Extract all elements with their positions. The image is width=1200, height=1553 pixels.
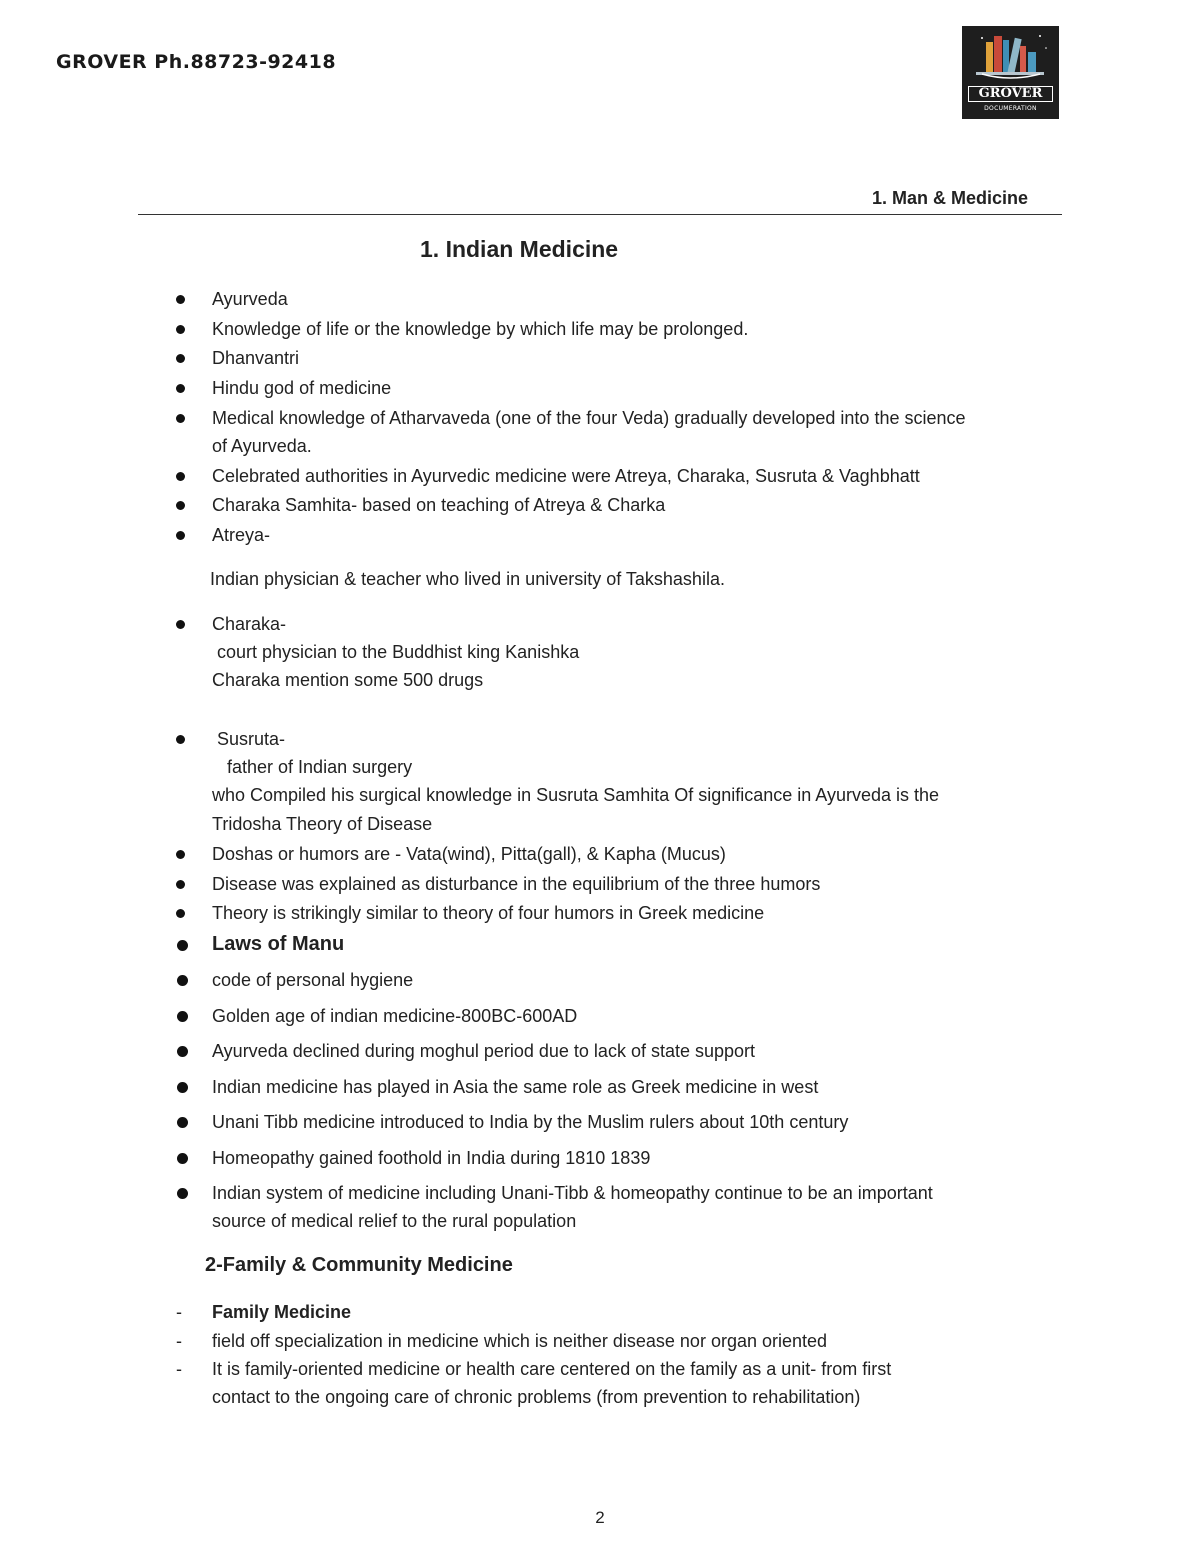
list-item-continuation: Charaka mention some 500 drugs <box>212 670 484 690</box>
list-item: Celebrated authorities in Ayurvedic medicine were Atreya, Charaka, Susruta & Vaghbhatt <box>212 466 920 486</box>
list-item-continuation: father of Indian surgery <box>212 757 413 777</box>
list-item: Charaka Samhita- based on teaching of Atreya & Charka <box>212 495 666 515</box>
list-item: Hindu god of medicine <box>212 378 392 398</box>
header-brand: GROVER Ph.88723-92418 <box>56 51 337 73</box>
bullet-icon <box>176 384 185 393</box>
list-item: It is family-oriented medicine or health care centered on the family as a unit- from first <box>212 1359 892 1379</box>
bullet-icon <box>176 909 185 918</box>
books-icon <box>962 26 1059 86</box>
section-heading: 2-Family & Community Medicine <box>205 1254 513 1276</box>
list-item: Susruta- <box>212 729 286 749</box>
list-item: Ayurveda declined during moghul period due to lack of state support <box>212 1041 756 1061</box>
list-item: Unani Tibb medicine introduced to India by the Muslim rulers about 10th century <box>212 1112 849 1132</box>
list-item: Dhanvantri <box>212 348 300 368</box>
grover-logo <box>962 26 1059 119</box>
bullet-icon <box>177 940 188 951</box>
list-item: Ayurveda <box>212 289 288 309</box>
list-item: Doshas or humors are - Vata(wind), Pitta(gall), & Kapha (Mucus) <box>212 844 726 864</box>
bullet-icon <box>176 472 185 481</box>
list-item-continuation: court physician to the Buddhist king Kanishka <box>212 642 580 662</box>
dash-marker: - <box>176 1302 182 1322</box>
list-item-continuation: who Compiled his surgical knowledge in Susruta Samhita Of significance in Ayurveda is the <box>212 785 940 805</box>
logo-subtitle: DOCUMERATION <box>984 105 1037 112</box>
list-item: Family Medicine <box>212 1302 352 1322</box>
bullet-icon <box>177 1082 188 1093</box>
bullet-icon <box>176 531 185 540</box>
dash-marker: - <box>176 1331 182 1351</box>
list-item-continuation: source of medical relief to the rural population <box>212 1211 577 1231</box>
list-item: Indian system of medicine including Unani-Tibb & homeopathy continue to be an important <box>212 1183 933 1203</box>
list-item: Homeopathy gained foothold in India during 1810 1839 <box>212 1148 651 1168</box>
list-item-continuation: of Ayurveda. <box>212 436 312 456</box>
list-item: Medical knowledge of Atharvaveda (one of the four Veda) gradually developed into the science <box>212 408 966 428</box>
dash-marker: - <box>176 1359 182 1379</box>
bullet-icon <box>177 1046 188 1057</box>
bullet-icon <box>176 295 185 304</box>
list-item: Disease was explained as disturbance in the equilibrium of the three humors <box>212 874 821 894</box>
bullet-icon <box>176 414 185 423</box>
list-item: Charaka- <box>212 614 287 634</box>
bullet-icon <box>176 880 185 889</box>
list-item-continuation: contact to the ongoing care of chronic problems (from prevention to rehabilitation) <box>212 1387 861 1407</box>
list-item: code of personal hygiene <box>212 970 414 990</box>
bullet-icon <box>177 1153 188 1164</box>
header-rule <box>138 214 1062 215</box>
bullet-icon <box>177 975 188 986</box>
page-title: 1. Indian Medicine <box>420 236 619 262</box>
laws-of-manu-heading: Laws of Manu <box>212 933 345 955</box>
list-item-continuation: Tridosha Theory of Disease <box>212 814 433 834</box>
list-item: Golden age of indian medicine-800BC-600AD <box>212 1006 578 1026</box>
bullet-icon <box>176 620 185 629</box>
bullet-icon <box>176 501 185 510</box>
logo-name: GROVER <box>968 86 1053 102</box>
list-item: Knowledge of life or the knowledge by which life may be prolonged. <box>212 319 749 339</box>
bullet-icon <box>176 325 185 334</box>
bullet-icon <box>177 1011 188 1022</box>
bullet-icon <box>176 735 185 744</box>
bullet-icon <box>177 1117 188 1128</box>
list-item: Indian medicine has played in Asia the same role as Greek medicine in west <box>212 1077 819 1097</box>
list-item: Theory is strikingly similar to theory of four humors in Greek medicine <box>212 903 765 923</box>
paragraph: Indian physician & teacher who lived in university of Takshashila. <box>210 569 725 589</box>
page-number: 2 <box>595 1508 605 1527</box>
chapter-heading: 1. Man & Medicine <box>871 188 1028 208</box>
list-item: Atreya- <box>212 525 271 545</box>
bullet-icon <box>177 1188 188 1199</box>
list-item: field off specialization in medicine which is neither disease nor organ oriented <box>212 1331 828 1351</box>
bullet-icon <box>176 850 185 859</box>
bullet-icon <box>176 354 185 363</box>
